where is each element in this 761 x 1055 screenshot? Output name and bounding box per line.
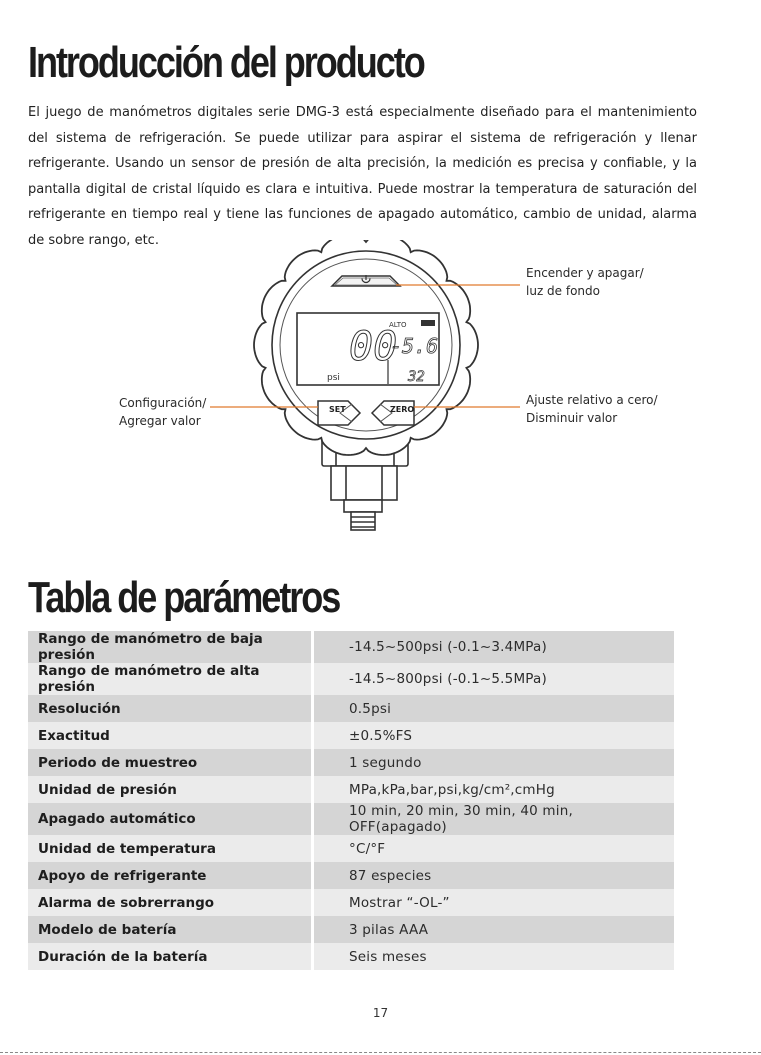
param-value: -14.5~800psi (-0.1~5.5MPa) xyxy=(314,663,674,695)
section-title-intro: Introducción del producto xyxy=(28,38,424,87)
power-button[interactable] xyxy=(332,275,400,286)
lcd-main: 00 xyxy=(349,324,398,370)
callout-zero-line1: Ajuste relativo a cero/ xyxy=(526,393,658,407)
param-value: Seis meses xyxy=(314,943,674,970)
table-row xyxy=(28,695,674,722)
param-value: MPa,kPa,bar,psi,kg/cm²,cmHg xyxy=(314,776,674,803)
intro-paragraph: El juego de manómetros digitales serie DMG-3 está especialmente diseñado para el mantenimiento del sistema de refrigeración. Se puede utilizar para aspirar el sistema de refrigeración y llenar refrigerante. Usando un sensor de presión de alta precisión, la medición es precisa y confiable, y la pantalla digital de cristal líquido es clara e intuitiva. Puede mostrar la temperatura de saturación del refrigerante en tiempo real y tiene las funciones de apagado automático, cambio de unidad, alarma de sobre rango, etc. xyxy=(28,105,697,248)
lcd-alto: ALTO xyxy=(389,321,407,329)
param-name: Unidad de temperatura xyxy=(28,835,311,862)
param-value: 87 especies xyxy=(314,862,674,889)
lcd-unit: psi xyxy=(327,373,340,383)
callout-zero-line2: Disminuir valor xyxy=(526,411,618,425)
table-row xyxy=(28,749,674,776)
bottom-divider xyxy=(0,1052,761,1053)
callout-zero xyxy=(526,391,658,427)
section-title-params: Tabla de parámetros xyxy=(28,573,340,622)
gauge-illustration xyxy=(0,240,761,540)
param-value: 1 segundo xyxy=(314,749,674,776)
param-value: 10 min, 20 min, 30 min, 40 min, OFF(apagado) xyxy=(314,803,674,835)
param-name: Modelo de batería xyxy=(28,916,311,943)
page-number: 17 xyxy=(372,1006,389,1020)
callout-set-line1: Configuración/ xyxy=(119,396,207,410)
table-row xyxy=(28,776,674,803)
param-name: Alarma de sobrerrango xyxy=(28,889,311,916)
param-name: Apagado automático xyxy=(28,803,311,835)
parameters-table xyxy=(28,631,674,970)
param-name: Periodo de muestreo xyxy=(28,749,311,776)
param-name: Exactitud xyxy=(28,722,311,749)
table-row xyxy=(28,943,674,970)
table-row xyxy=(28,663,674,695)
zero-label: ZERO xyxy=(390,405,415,414)
callout-set xyxy=(119,394,206,430)
param-name: Rango de manómetro de alta presión xyxy=(28,663,311,695)
param-value: 3 pilas AAA xyxy=(314,916,674,943)
param-name: Resolución xyxy=(28,695,311,722)
table-row xyxy=(28,835,674,862)
table-row xyxy=(28,862,674,889)
param-name: Apoyo de refrigerante xyxy=(28,862,311,889)
table-row xyxy=(28,916,674,943)
lcd-display xyxy=(297,313,439,385)
param-value: ±0.5%FS xyxy=(314,722,674,749)
table-row xyxy=(28,889,674,916)
table-row xyxy=(28,631,674,663)
param-name: Unidad de presión xyxy=(28,776,311,803)
param-name: Rango de manómetro de baja presión xyxy=(28,631,311,663)
param-value: °C/°F xyxy=(314,835,674,862)
callout-power-line1: Encender y apagar/ xyxy=(526,266,644,280)
param-name: Duración de la batería xyxy=(28,943,311,970)
param-value: -14.5~500psi (-0.1~3.4MPa) xyxy=(314,631,674,663)
callout-power-line2: luz de fondo xyxy=(526,284,600,298)
table-row xyxy=(28,722,674,749)
callout-power xyxy=(526,264,644,300)
callout-set-line2: Agregar valor xyxy=(119,414,201,428)
svg-text:32: 32 xyxy=(408,369,425,385)
set-label: SET xyxy=(329,405,346,414)
table-row xyxy=(28,803,674,835)
param-value: Mostrar “-OL-” xyxy=(314,889,674,916)
lcd-temp: -5.6 xyxy=(390,334,439,358)
param-value: 0.5psi xyxy=(314,695,674,722)
